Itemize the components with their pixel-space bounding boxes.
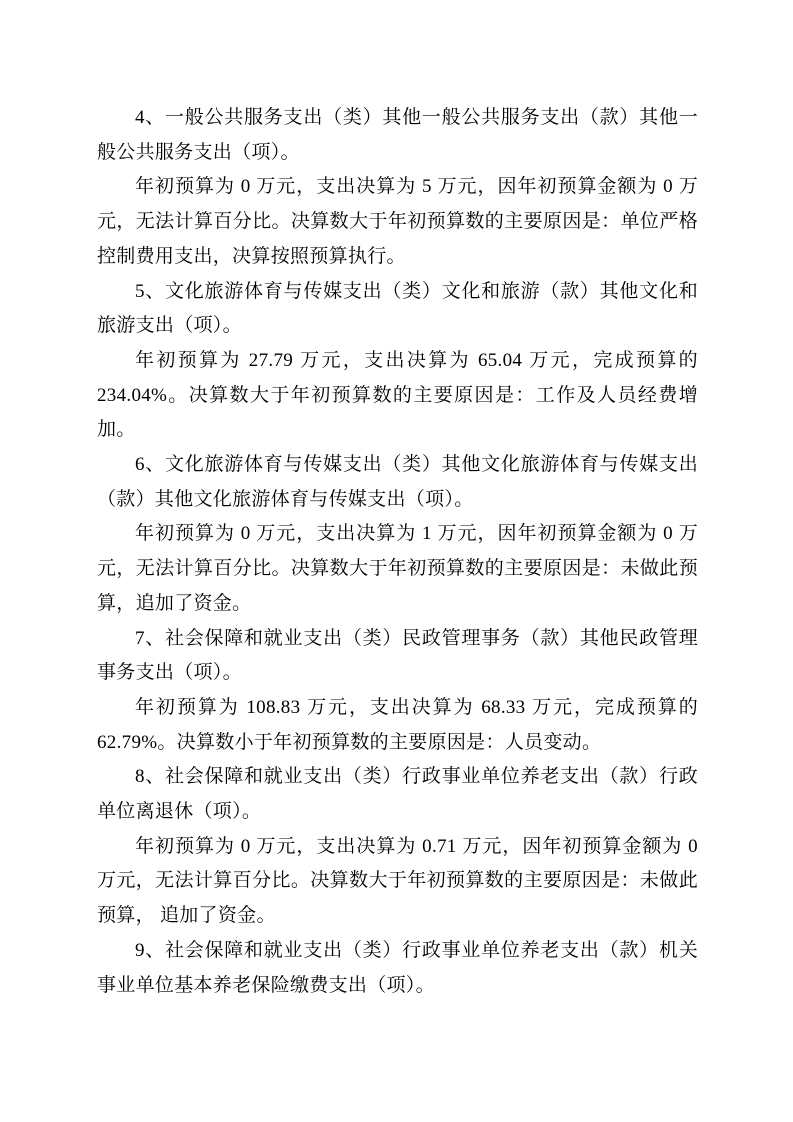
item-5-explanation: 年初预算为 27.79 万元，支出决算为 65.04 万元，完成预算的 234.04%。决算数大于年初预算数的主要原因是：工作及人员经费增加。 (97, 349, 698, 441)
item-4-heading: 4、一般公共服务支出（类）其他一般公共服务支出（款）其他一般公共服务支出（项）。 (97, 107, 698, 163)
item-7-explanation: 年初预算为 108.83 万元，支出决算为 68.33 万元，完成预算的 62.79%。决算数小于年初预算数的主要原因是：人员变动。 (97, 696, 698, 753)
item-6-heading: 6、文化旅游体育与传媒支出（类）其他文化旅游体育与传媒支出（款）其他文化旅游体育与传媒支出（项）。 (97, 454, 698, 510)
item-7-heading: 7、社会保障和就业支出（类）民政管理事务（款）其他民政管理事务支出（项）。 (97, 627, 698, 684)
document-body (97, 101, 698, 1003)
item-8-explanation: 年初预算为 0 万元，支出决算为 0.71 万元，因年初预算金额为 0 万元，无法计算百分比。决算数大于年初预算数的主要原因是：未做此预算， 追加了资金。 (97, 835, 698, 927)
item-5-heading: 5、文化旅游体育与传媒支出（类）文化和旅游（款）其他文化和旅游支出（项）。 (97, 280, 698, 337)
item-9-heading: 9、社会保障和就业支出（类）行政事业单位养老支出（款）机关事业单位基本养老保险缴费支出（项）。 (97, 939, 698, 996)
item-8-heading: 8、社会保障和就业支出（类）行政事业单位养老支出（款）行政单位离退休（项）。 (97, 766, 698, 823)
item-4-explanation: 年初预算为 0 万元，支出决算为 5 万元，因年初预算金额为 0 万元，无法计算百分比。决算数大于年初预算数的主要原因是：单位严格控制费用支出，决算按照预算执行。 (97, 176, 698, 267)
item-6-explanation: 年初预算为 0 万元，支出决算为 1 万元，因年初预算金额为 0 万元，无法计算百分比。决算数大于年初预算数的主要原因是：未做此预算，追加了资金。 (97, 523, 698, 614)
